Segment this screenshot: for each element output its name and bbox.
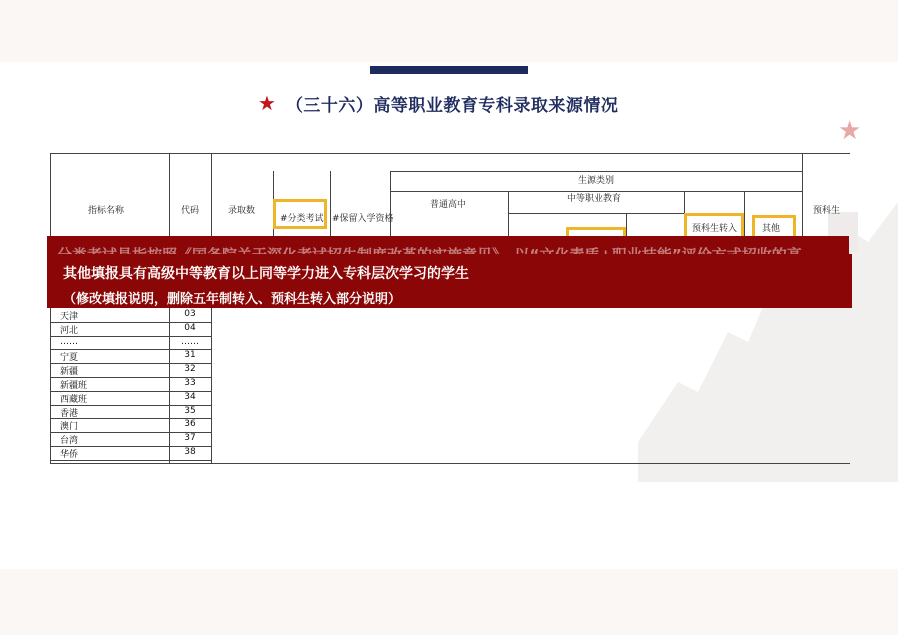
table-row-code: 34 bbox=[184, 391, 196, 402]
table-row-code: 04 bbox=[184, 322, 196, 333]
table-row-name: 天津 bbox=[60, 312, 79, 322]
page-title bbox=[258, 90, 618, 116]
header-reserved-admission: #保留入学资格 bbox=[332, 214, 394, 224]
table-row-code: 38 bbox=[184, 447, 196, 457]
table-row-code: 03 bbox=[184, 309, 196, 319]
table-row-code: 33 bbox=[184, 378, 196, 388]
header-source-type: 生源类别 bbox=[578, 176, 615, 186]
header-indicator-name: 指标名称 bbox=[88, 206, 125, 216]
banner-line-1: 其他填报具有高级中等教育以上同等学力进入专科层次学习的学生 bbox=[63, 266, 469, 282]
header-secondary-vocational: 中等职业教育 bbox=[567, 194, 622, 204]
explanation-banner bbox=[47, 254, 852, 308]
table-row-name: 台湾 bbox=[60, 436, 79, 447]
title-accent-bar bbox=[370, 66, 528, 74]
table-row-code: …… bbox=[181, 336, 199, 347]
header-admitted: 录取数 bbox=[228, 206, 256, 216]
table-row-code: 35 bbox=[184, 405, 196, 416]
table-row-name: …… bbox=[60, 336, 78, 347]
table-row-code: 32 bbox=[184, 364, 196, 375]
star-icon: ★ bbox=[258, 91, 276, 115]
table-row-name: 西藏班 bbox=[60, 394, 88, 405]
banner-line-2: （修改填报说明，删除五年制转入、预科生转入部分说明） bbox=[63, 292, 402, 307]
table-row-code: 31 bbox=[184, 350, 196, 361]
table-row-name: 新疆 bbox=[60, 367, 79, 378]
header-general-high: 普通高中 bbox=[430, 200, 467, 210]
header-preparatory-right: 预科生 bbox=[813, 206, 841, 216]
header-code: 代码 bbox=[181, 206, 200, 216]
header-other: 其他 bbox=[762, 224, 781, 234]
admission-source-table bbox=[50, 153, 850, 465]
table-row-name: 宁夏 bbox=[60, 353, 79, 364]
header-category-exam: #分类考试 bbox=[280, 214, 324, 224]
page-title-text: （三十六）高等职业教育专科录取来源情况 bbox=[285, 95, 619, 116]
table-row-name: 香港 bbox=[60, 408, 79, 419]
table-row-name: 新疆班 bbox=[60, 381, 88, 391]
table-row-code: 37 bbox=[184, 433, 196, 444]
table-row-name: 华侨 bbox=[60, 450, 79, 460]
decor-star-icon: ★ bbox=[838, 116, 862, 146]
table-row-code: 36 bbox=[184, 419, 196, 430]
highlight-category-exam bbox=[273, 199, 327, 229]
table-row-name: 河北 bbox=[60, 325, 79, 336]
table-row-name: 澳门 bbox=[60, 422, 79, 433]
header-preparatory-transfer: 预科生转入 bbox=[692, 224, 738, 234]
